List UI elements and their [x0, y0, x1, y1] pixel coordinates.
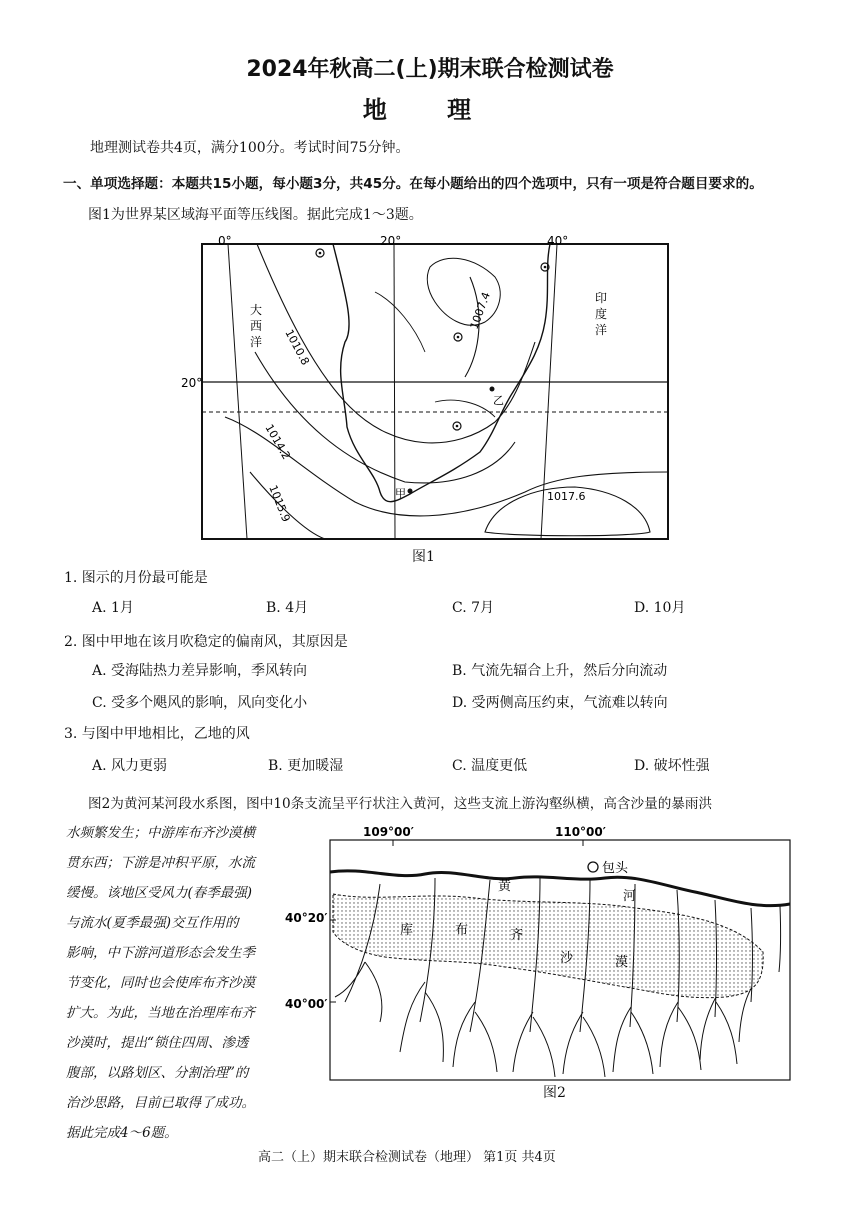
lon-label: 110°00′: [555, 825, 606, 839]
fig1-intro: 图1为世界某区域海平面等压线图。据此完成1～3题。: [88, 207, 423, 223]
option: D. 受两侧高压约束，气流难以转向: [452, 695, 668, 711]
desert-label: 沙: [560, 951, 574, 966]
river-label: 黄: [498, 879, 512, 894]
coastline: [333, 244, 550, 502]
ocean-label: 度: [595, 307, 608, 321]
point-label: 甲: [395, 487, 406, 500]
desert-label: 库: [400, 923, 414, 938]
city-marker: [588, 862, 598, 872]
ocean-label: 西: [250, 319, 263, 333]
point-label: 乙: [493, 394, 504, 407]
option: A. 1月: [92, 600, 134, 616]
fig2-passage: 图2为黄河某河段水系图，图中10条支流呈平行状注入黄河，这些支流上游沟壑纵横，高含沙量的暴雨洪: [88, 796, 713, 812]
lat-label: 40°20′: [285, 911, 328, 925]
exam-intro: 地理测试卷共4页，满分100分。考试时间75分钟。: [90, 140, 410, 156]
isobar-label: 1007.4: [467, 290, 493, 332]
fig2-passage-cont: 水频繁发生；中游库布齐沙漠横 贯东西；下游是冲积平原，水流 缓慢。该地区受风力(春季最强) 与流水(夏季最强)交互作用的 影响，中下游河道形态会发生季 节变化，同时也会使库布齐沙漠 扩大。为此，当地在治理库布齐 沙漠时，提出“锁住四周、渗透 腹部，以路划区、分割治理”的 治沙思路，目前已取得了成功。 据此完成4～6题。: [66, 825, 255, 1141]
question-stem: 3. 与图中甲地相比，乙地的风: [64, 726, 250, 742]
option: B. 4月: [266, 600, 309, 616]
isobar: [255, 352, 515, 483]
fig1-caption: 图1: [412, 549, 435, 565]
ocean-label: 洋: [595, 323, 608, 337]
lat-label: 20°: [181, 376, 203, 390]
option: D. 10月: [634, 600, 686, 616]
isobar-label: 1015.9: [266, 483, 293, 524]
ocean-label: 印: [595, 291, 608, 305]
desert-area: [333, 894, 763, 998]
page-footer: 高二（上）期末联合检测试卷（地理） 第1页 共4页: [258, 1150, 556, 1165]
lon-label: 0°: [218, 234, 232, 248]
exam-title: 2024年秋高二(上)期末联合检测试卷: [246, 57, 614, 82]
option: B. 气流先辐合上升，然后分向流动: [452, 663, 668, 679]
lon-label: 109°00′: [363, 825, 414, 839]
question-stem: 1. 图示的月份最可能是: [64, 570, 208, 586]
river-label: 河: [623, 889, 637, 904]
option: D. 破坏性强: [634, 758, 710, 774]
option: C. 温度更低: [452, 758, 528, 774]
question-stem: 2. 图中甲地在该月吹稳定的偏南风，其原因是: [64, 634, 348, 650]
desert-label: 布: [455, 923, 469, 938]
desert-label: 齐: [510, 928, 524, 943]
subject-title: 地 理: [362, 96, 498, 124]
option: A. 受海陆热力差异影响，季风转向: [92, 663, 308, 679]
isobar-label: 1014.2: [262, 422, 293, 462]
option: A. 风力更弱: [92, 758, 168, 774]
city-label: 包头: [602, 861, 629, 876]
lon-label: 20°: [380, 234, 402, 248]
ocean-label: 洋: [250, 335, 263, 349]
option: B. 更加暖湿: [268, 758, 344, 774]
fig2-river-map: [285, 822, 795, 1084]
ocean-label: 大: [250, 303, 263, 317]
option: C. 7月: [452, 600, 495, 616]
fig2-caption: 图2: [543, 1085, 566, 1101]
lat-label: 40°00′: [285, 997, 328, 1011]
isobar-label: 1010.8: [282, 327, 312, 368]
lon-label: 40°: [547, 234, 569, 248]
desert-label: 漠: [615, 955, 629, 970]
fig1-isobar-map: [181, 232, 675, 544]
isobar-label: 1017.6: [547, 490, 586, 503]
isobar: [225, 417, 668, 516]
section-heading: 一、单项选择题：本题共15小题，每小题3分，共45分。在每小题给出的四个选项中，只有一项是符合题目要求的。: [63, 176, 763, 192]
option: C. 受多个飓风的影响，风向变化小: [92, 695, 308, 711]
